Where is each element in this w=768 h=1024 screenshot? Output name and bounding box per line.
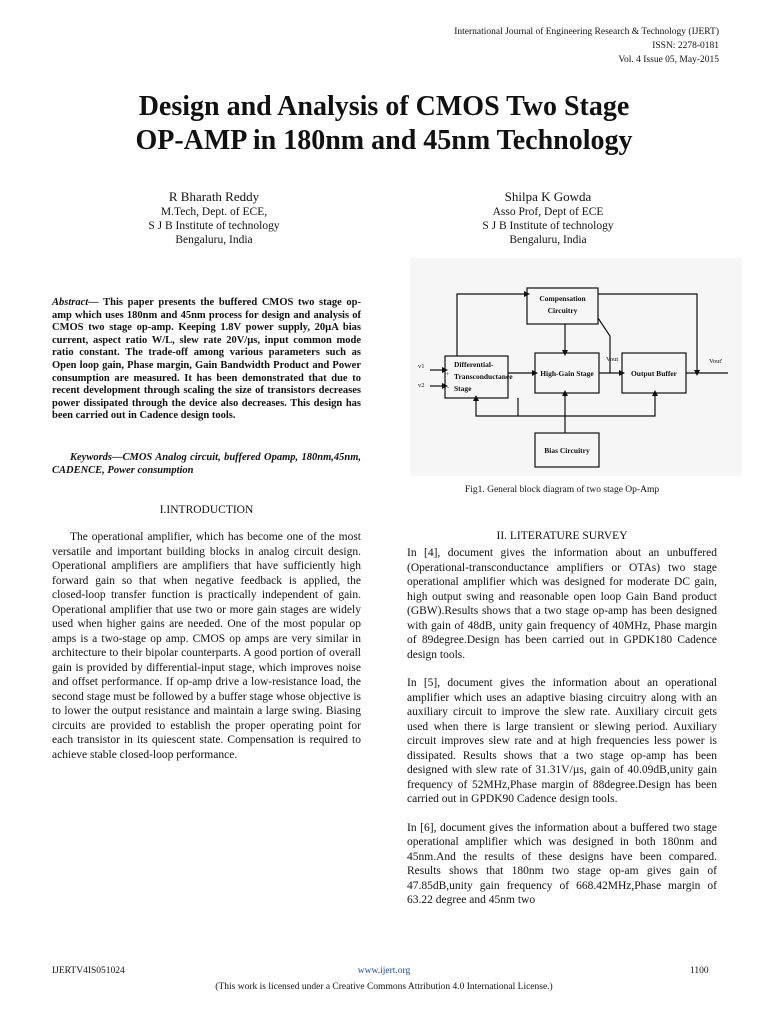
bias-circuitry-label: Bias Circuitry bbox=[544, 446, 590, 455]
title-line-1: Design and Analysis of CMOS Two Stage bbox=[138, 91, 630, 122]
vout-label: Vout bbox=[606, 356, 619, 363]
author-block-1 bbox=[84, 188, 344, 247]
abstract-text: This paper presents the buffered CMOS two stage op-amp which uses 180nm and 45nm process for design and analysis of CMOS two stage op-amp. Keeping 1.8V power supply, 20µA bias current, aspect ratio W/L, slew rate 20V/µs, input common mode ratio constant. The trade-off among various parameters such as Open loop gain, Phase margin, Gain Bandwidth Product and Power consumption are measured. It has been demonstrated that due to recent development through scaling the size of transistors decreases power dissipated through the device also decreases. This design has been carried out in Cadence design tools. bbox=[52, 297, 361, 422]
compensation-label-1: Compensation bbox=[539, 294, 586, 303]
author-role: Asso Prof, Dept of ECE bbox=[492, 206, 604, 218]
block-diagram-figure bbox=[410, 258, 742, 476]
high-gain-stage-label: High-Gain Stage bbox=[540, 369, 594, 378]
author-name: Shilpa K Gowda bbox=[504, 189, 592, 204]
author-block-2 bbox=[418, 188, 678, 247]
journal-volume: Vol. 4 Issue 05, May-2015 bbox=[618, 55, 719, 65]
literature-paragraph: In [6], document gives the information about a buffered two stage operational amplifier which was designed in both 180nm and 45nm.And the results of these designs have been compared. Results shows that 180nm two stage op-am gives gain of 47.85dB,unity gain frequency of 668.42MHz,Phase margin of 63.22 degree and 45nm two bbox=[407, 821, 717, 906]
abstract-label: Abstract— bbox=[52, 297, 99, 308]
block-diagram-svg bbox=[410, 258, 742, 476]
footer-page-number: 1100 bbox=[690, 966, 709, 976]
feedback-line-left bbox=[457, 294, 527, 356]
abstract bbox=[52, 297, 361, 423]
footer-license: (This work is licensed under a Creative Commons Attribution 4.0 International License.) bbox=[215, 982, 553, 992]
title-line-2: OP-AMP in 180nm and 45nm Technology bbox=[135, 125, 633, 156]
compensation-label-2: Circuitry bbox=[547, 306, 578, 315]
author-location: Bengaluru, India bbox=[175, 234, 253, 246]
section-heading-literature: II. LITERATURE SURVEY bbox=[496, 530, 628, 542]
journal-issn: ISSN: 2278-0181 bbox=[652, 41, 719, 51]
literature-body bbox=[407, 546, 717, 922]
literature-paragraph: In [5], document gives the information about an operational amplifier which uses an adaptive biasing circuitry along with an auxiliary circuit to improve the slew rate. Auxiliary circuit gets used when there is large transient or slewing period. Auxiliary circuit improves slew rate and at high frequencies less power is dissipated. Results shows that a two stage op-amp has been designed with slew rate of 31.31V/µs, gain of 40.09dB,unity gain frequency of 52MHz,Phase margin of 88degree.Design has been carried out in GPDK90 Cadence design tools. bbox=[407, 677, 717, 805]
plus-sign: + bbox=[446, 371, 450, 378]
paper-title bbox=[0, 90, 768, 158]
input-label-v1: v1 bbox=[418, 363, 425, 370]
differential-label-3: Stage bbox=[454, 384, 472, 393]
author-location: Bengaluru, India bbox=[509, 234, 587, 246]
intro-paragraph: The operational amplifier, which has become one of the most versatile and important building blocks in analog circuit design. Operational amplifiers are amplifiers that have sufficiently high forward gain so that when negative feedback is applied, the closed-loop transfer function is practically independent of gain. Operational amplifier that use two or more gain stages are widely used when higher gains are needed. One of the most popular op amps is a two-stage op amp. CMOS op amps are very similar in architecture to their bipolar counterparts. A good portion of overall gain is provided by differential-input stage, which improves noise and offset performance. If op-amp drive a low-resistance load, the second stage must be followed by a buffer stage whose objective is to lower the output resistance and maintain a large swing. Biasing circuits are provided to establish the proper operating point for each transistor in its quiescent state. Compensation is required to achieve stable closed-loop performance. bbox=[52, 531, 361, 761]
author-name: R Bharath Reddy bbox=[168, 189, 260, 204]
keywords-label: Keywords— bbox=[70, 452, 123, 463]
author-role: M.Tech, Dept. of ECE, bbox=[160, 206, 268, 218]
keywords bbox=[52, 452, 361, 477]
author-institute: S J B Institute of technology bbox=[148, 220, 280, 232]
keywords-text: CMOS Analog circuit, buffered Opamp, 180nm,45nm, CADENCE, Power consumption bbox=[52, 452, 361, 476]
differential-label-1: Differential- bbox=[454, 360, 494, 369]
link-vout-to-comp bbox=[598, 318, 610, 373]
figure-caption: Fig1. General block diagram of two stage Op-Amp bbox=[464, 485, 660, 495]
output-buffer-label: Output Buffer bbox=[630, 369, 678, 378]
journal-name: International Journal of Engineering Research & Technology (IJERT) bbox=[454, 27, 719, 37]
literature-paragraph: In [4], document gives the information about an unbuffered (Operational-transconductance amplifiers or OTAs) two stage operational amplifier which was designed for moderate DC gain, high output swing and reasonable open loop Gain Band product (GBW).Results shows that a two stage op-amp has been designed with gain of 48dB, unity gain frequency of 40MHz, Phase margin of 89degree.Design has been carried out in GPDK180 Cadence design tools. bbox=[407, 547, 717, 661]
journal-header bbox=[389, 25, 719, 67]
introduction-body bbox=[52, 530, 361, 762]
footer-url-link[interactable]: www.ijert.org bbox=[357, 966, 411, 976]
footer-paper-id: IJERTV4IS051024 bbox=[52, 966, 125, 976]
author-institute: S J B Institute of technology bbox=[482, 220, 614, 232]
section-heading-introduction: I.INTRODUCTION bbox=[159, 504, 254, 516]
differential-label-2: Transconductance bbox=[454, 372, 513, 381]
minus-sign: - bbox=[447, 384, 450, 391]
vout-prime-label: Vout' bbox=[709, 358, 723, 365]
input-label-v2: v2 bbox=[418, 382, 425, 389]
